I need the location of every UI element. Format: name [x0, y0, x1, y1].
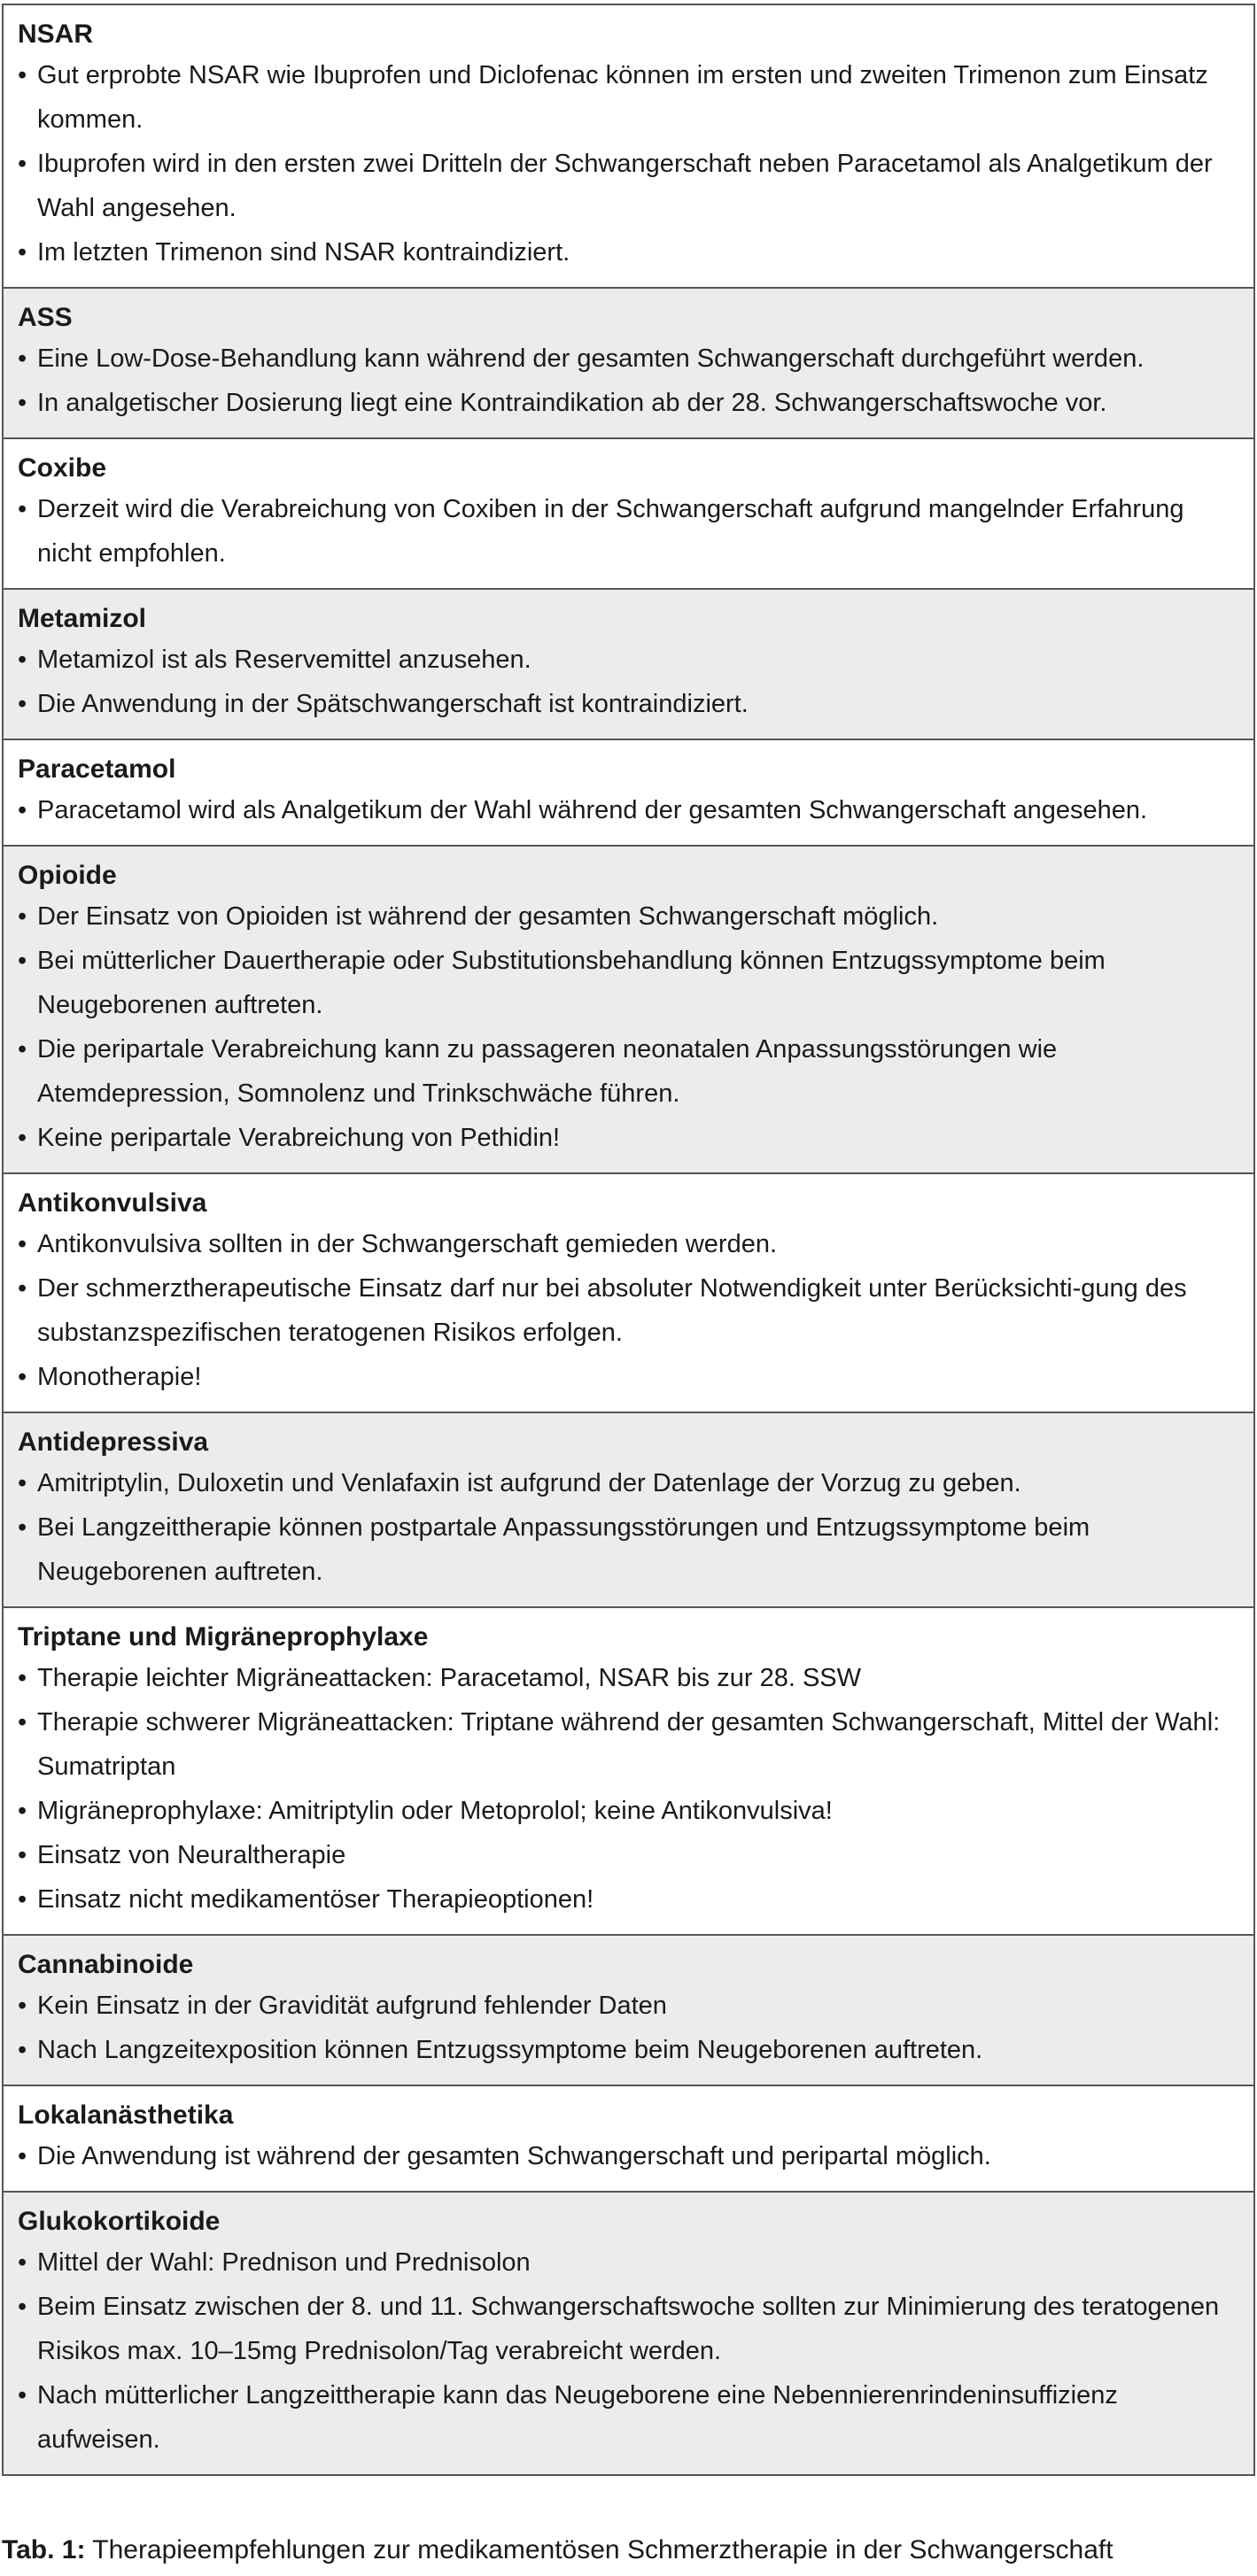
section-lokalanaesthetika: [2, 2086, 1255, 2193]
section-title: Lokalanästhetika: [18, 2100, 234, 2130]
list-item: • Mittel der Wahl: Prednison und Prednisolon: [18, 2240, 1239, 2285]
list-item: • Einsatz nicht medikamentöser Therapieoptionen!: [18, 1877, 1239, 1922]
list-item: • Einsatz von Neuraltherapie: [18, 1833, 1239, 1877]
section-antikonvulsiva: [2, 1174, 1255, 1413]
section-title: Paracetamol: [18, 754, 176, 784]
list-item: • Der schmerztherapeutische Einsatz darf nur bei absoluter Notwendigkeit unter Berücksichti-gung des substanzspezifischen teratogenen Risikos erfolgen.: [18, 1266, 1239, 1355]
section-title: Glukokortikoide: [18, 2207, 221, 2236]
section-ass: [2, 289, 1255, 439]
section-title: Antidepressiva: [18, 1427, 209, 1457]
section-triptane: [2, 1608, 1255, 1936]
list-item: • Gut erprobte NSAR wie Ibuprofen und Diclofenac können im ersten und zweiten Trimenon zum Einsatz kommen.: [18, 53, 1239, 142]
section-glukokortikoide: [2, 2193, 1255, 2474]
list-item: • Der Einsatz von Opioiden ist während der gesamten Schwangerschaft möglich.: [18, 894, 1239, 939]
item-list: [18, 1984, 1239, 2072]
item-list: [18, 53, 1239, 275]
list-item: • Die Anwendung in der Spätschwangerschaft ist kontraindiziert.: [18, 682, 1239, 726]
list-item: • Bei mütterlicher Dauertherapie oder Substitutionsbehandlung können Entzugssymptome beim Neugeborenen auftreten.: [18, 939, 1239, 1027]
item-list: [18, 1222, 1239, 1399]
list-item: • Amitriptylin, Duloxetin und Venlafaxin ist aufgrund der Datenlage der Vorzug zu geben.: [18, 1461, 1239, 1505]
section-opioide: [2, 847, 1255, 1174]
item-list: [18, 788, 1239, 832]
section-title: NSAR: [18, 19, 94, 49]
section-title: Antikonvulsiva: [18, 1188, 207, 1218]
list-item: • Metamizol ist als Reservemittel anzusehen.: [18, 638, 1239, 682]
item-list: [18, 1461, 1239, 1594]
list-item: • Therapie schwerer Migräneattacken: Triptane während der gesamten Schwangerschaft, Mittel der Wahl: Sumatriptan: [18, 1700, 1239, 1789]
item-list: [18, 1656, 1239, 1922]
list-item: • Ibuprofen wird in den ersten zwei Dritteln der Schwangerschaft neben Paracetamol als Analgetikum der Wahl angesehen.: [18, 142, 1239, 230]
list-item: • Paracetamol wird als Analgetikum der Wahl während der gesamten Schwangerschaft angesehen.: [18, 788, 1239, 832]
list-item: • Eine Low-Dose-Behandlung kann während der gesamten Schwangerschaft durchgeführt werden.: [18, 337, 1239, 381]
list-item: • Die Anwendung ist während der gesamten Schwangerschaft und peripartal möglich.: [18, 2134, 1239, 2178]
item-list: [18, 2134, 1239, 2178]
list-item: • Therapie leichter Migräneattacken: Paracetamol, NSAR bis zur 28. SSW: [18, 1656, 1239, 1700]
list-item: • Nach Langzeitexposition können Entzugssymptome beim Neugeborenen auftreten.: [18, 2028, 1239, 2072]
list-item: • Bei Langzeittherapie können postpartale Anpassungsstörungen und Entzugssymptome beim Neugeborenen auftreten.: [18, 1505, 1239, 1594]
section-cannabinoide: [2, 1936, 1255, 2086]
therapy-table: [2, 4, 1255, 2476]
item-list: [18, 894, 1239, 1160]
list-item: • Monotherapie!: [18, 1355, 1239, 1399]
section-title: Cannabinoide: [18, 1950, 194, 1979]
section-title: Coxibe: [18, 453, 107, 483]
item-list: [18, 337, 1239, 425]
table-caption: [2, 2533, 1113, 2568]
item-list: [18, 2240, 1239, 2462]
list-item: • Die peripartale Verabreichung kann zu passageren neonatalen Anpassungsstörungen wie Atemdepression, Somnolenz und Trinkschwäche führen.: [18, 1027, 1239, 1116]
list-item: • Derzeit wird die Verabreichung von Coxiben in der Schwangerschaft aufgrund mangelnder Erfahrung nicht empfohlen.: [18, 487, 1239, 576]
list-item: • Keine peripartale Verabreichung von Pethidin!: [18, 1116, 1239, 1160]
list-item: • Im letzten Trimenon sind NSAR kontraindiziert.: [18, 230, 1239, 275]
list-item: • In analgetischer Dosierung liegt eine Kontraindikation ab der 28. Schwangerschaftswoche vor.: [18, 381, 1239, 425]
list-item: • Nach mütterlicher Langzeittherapie kann das Neugeborene eine Nebennierenrindeninsuffizienz aufweisen.: [18, 2373, 1239, 2462]
section-paracetamol: [2, 740, 1255, 847]
list-item: • Antikonvulsiva sollten in der Schwangerschaft gemieden werden.: [18, 1222, 1239, 1266]
caption-label: Tab. 1:: [2, 2535, 86, 2564]
section-title: Triptane und Migräneprophylaxe: [18, 1622, 429, 1652]
section-nsar: [2, 5, 1255, 289]
section-metamizol: [2, 590, 1255, 740]
list-item: • Beim Einsatz zwischen der 8. und 11. Schwangerschaftswoche sollten zur Minimierung des teratogenen Risikos max. 10–15mg Prednisolon/Tag verabreicht werden.: [18, 2285, 1239, 2373]
caption-text: Therapieempfehlungen zur medikamentösen Schmerztherapie in der Schwangerschaft: [92, 2535, 1113, 2564]
list-item: • Migräneprophylaxe: Amitriptylin oder Metoprolol; keine Antikonvulsiva!: [18, 1789, 1239, 1833]
section-title: Metamizol: [18, 604, 147, 633]
section-coxibe: [2, 439, 1255, 590]
list-item: • Kein Einsatz in der Gravidität aufgrund fehlender Daten: [18, 1984, 1239, 2028]
item-list: [18, 487, 1239, 576]
section-title: Opioide: [18, 861, 117, 890]
section-antidepressiva: [2, 1413, 1255, 1608]
item-list: [18, 638, 1239, 726]
section-title: ASS: [18, 303, 73, 332]
